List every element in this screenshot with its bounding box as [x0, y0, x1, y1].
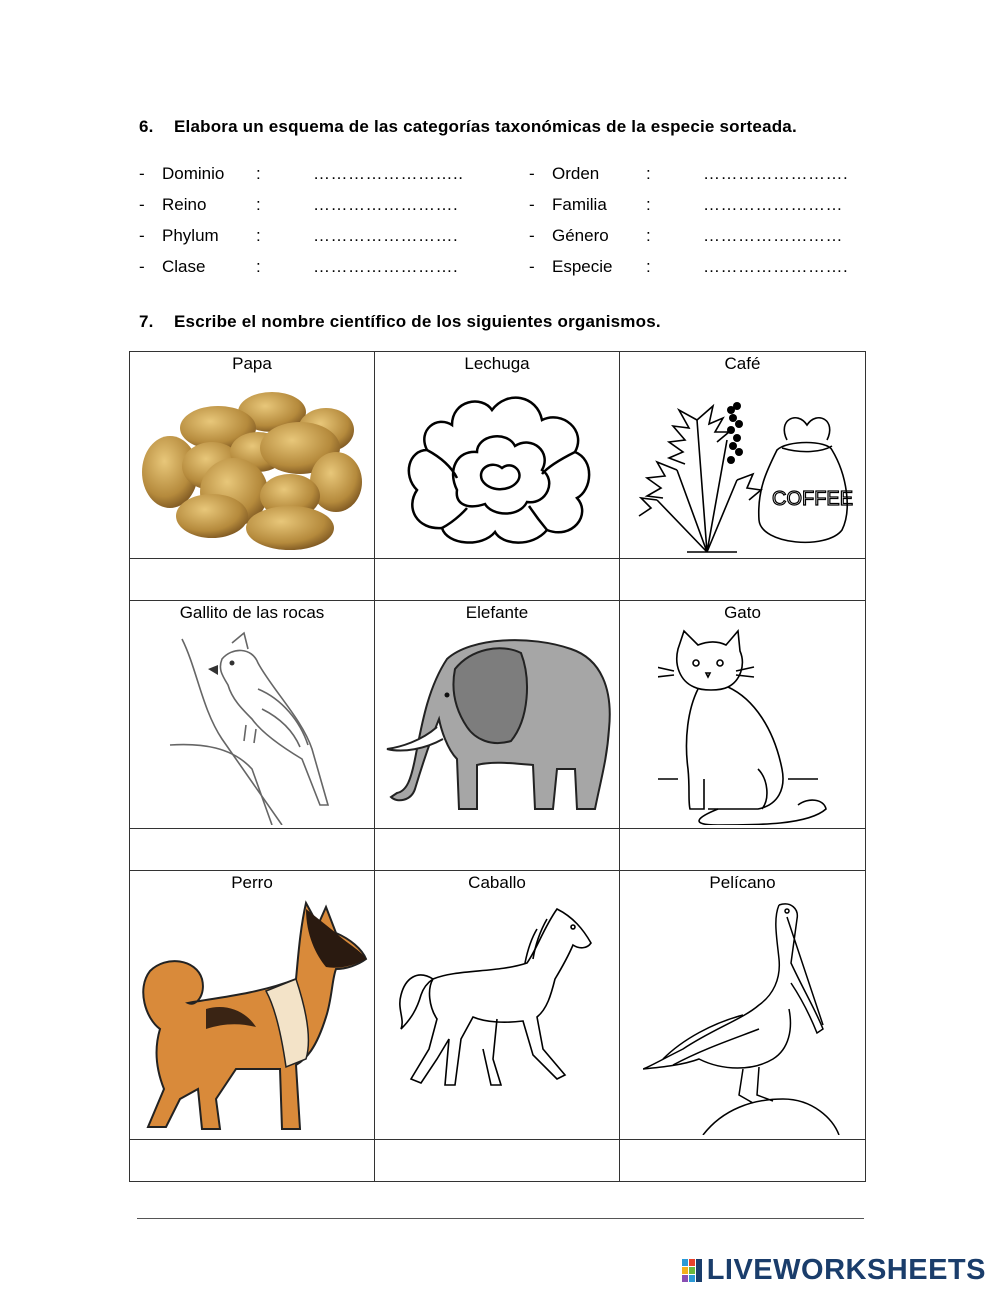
row-blank[interactable]: ……………………: [703, 195, 843, 214]
row-colon: :: [256, 195, 261, 214]
row-label: Reino: [162, 195, 207, 214]
organism-cell-cafe: [620, 352, 866, 559]
answer-cell-gallito[interactable]: [130, 829, 375, 871]
row-label: Clase: [162, 257, 206, 276]
organisms-table: [129, 351, 866, 1182]
answer-input-papa[interactable]: [130, 559, 374, 600]
bird-illustration: [162, 629, 342, 825]
organism-name: Pelícano: [709, 873, 776, 892]
coffee-illustration: [627, 380, 859, 556]
organism-cell-pelicano: [620, 871, 866, 1140]
answer-input-pelicano[interactable]: [620, 1140, 865, 1181]
row-blank[interactable]: …………………….: [703, 164, 849, 183]
row-label: Orden: [552, 164, 600, 183]
answer-cell-lechuga[interactable]: [375, 559, 620, 601]
organism-cell-caballo: [375, 871, 620, 1140]
row-blank[interactable]: …………………….: [313, 226, 459, 245]
organism-cell-papa: [130, 352, 375, 559]
answer-cell-perro[interactable]: [130, 1140, 375, 1182]
question-7-text: Escribe el nombre científico de los siguientes organismos.: [174, 312, 661, 331]
footer-divider: [137, 1218, 864, 1219]
answer-input-gato[interactable]: [620, 829, 865, 870]
organism-name: Lechuga: [464, 354, 530, 373]
row-colon: :: [256, 257, 261, 276]
answer-input-lechuga[interactable]: [375, 559, 619, 600]
row-colon: :: [646, 226, 651, 245]
row-colon: :: [256, 164, 261, 183]
taxonomy-row-familia: [529, 195, 889, 219]
taxonomy-row-genero: [529, 226, 889, 250]
organism-cell-gato: [620, 601, 866, 829]
organism-name: Perro: [231, 873, 273, 892]
taxonomy-row-phylum: [139, 226, 499, 250]
taxonomy-row-reino: [139, 195, 499, 219]
question-6-number: 6.: [139, 117, 154, 136]
lettuce-illustration: [397, 380, 597, 550]
answer-cell-cafe[interactable]: [620, 559, 866, 601]
answer-cell-papa[interactable]: [130, 559, 375, 601]
row-dash: -: [139, 226, 145, 245]
answer-input-cafe[interactable]: [620, 559, 865, 600]
row-label: Phylum: [162, 226, 219, 245]
horse-illustration: [397, 899, 597, 1099]
question-7-title: [139, 312, 661, 332]
row-colon: :: [256, 226, 261, 245]
row-dash: -: [529, 257, 535, 276]
answer-input-perro[interactable]: [130, 1140, 374, 1181]
row-colon: :: [646, 257, 651, 276]
taxonomy-row-dominio: [139, 164, 499, 188]
row-blank[interactable]: …………………….: [313, 195, 459, 214]
answer-input-gallito[interactable]: [130, 829, 374, 870]
organism-cell-elefante: [375, 601, 620, 829]
answer-cell-elefante[interactable]: [375, 829, 620, 871]
row-dash: -: [529, 195, 535, 214]
answer-input-elefante[interactable]: [375, 829, 619, 870]
liveworksheets-icon: [682, 1259, 704, 1283]
row-label: Familia: [552, 195, 607, 214]
row-label: Dominio: [162, 164, 225, 183]
row-dash: -: [529, 164, 535, 183]
organism-name: Gallito de las rocas: [179, 603, 325, 622]
organism-name: Café: [724, 354, 761, 373]
elephant-illustration: [381, 629, 613, 825]
organism-name: Papa: [232, 354, 272, 373]
answer-input-caballo[interactable]: [375, 1140, 619, 1181]
row-colon: :: [646, 164, 651, 183]
organism-cell-perro: [130, 871, 375, 1140]
answer-cell-pelicano[interactable]: [620, 1140, 866, 1182]
organism-name: Caballo: [468, 873, 526, 892]
organism-name: Gato: [724, 603, 761, 622]
row-blank[interactable]: ……………………: [703, 226, 843, 245]
row-dash: -: [139, 195, 145, 214]
question-6-text: Elabora un esquema de las categorías taxonómicas de la especie sorteada.: [174, 117, 797, 136]
liveworksheets-logo: [682, 1254, 986, 1287]
taxonomy-row-orden: [529, 164, 889, 188]
cat-illustration: [658, 629, 828, 825]
potato-illustration: [140, 380, 364, 550]
row-dash: -: [529, 226, 535, 245]
question-6-title: [139, 117, 797, 137]
dog-illustration: [136, 899, 368, 1135]
question-7-number: 7.: [139, 312, 154, 331]
row-colon: :: [646, 195, 651, 214]
row-blank[interactable]: …………………….: [313, 257, 459, 276]
taxonomy-row-especie: [529, 257, 889, 281]
answer-cell-gato[interactable]: [620, 829, 866, 871]
taxonomy-row-clase: [139, 257, 499, 281]
svg-text:COFFEE: COFFEE: [771, 488, 853, 510]
row-dash: -: [139, 164, 145, 183]
row-label: Género: [552, 226, 609, 245]
organism-name: Elefante: [465, 603, 529, 622]
pelican-illustration: [643, 899, 843, 1135]
row-blank[interactable]: …………………….: [703, 257, 849, 276]
answer-cell-caballo[interactable]: [375, 1140, 620, 1182]
row-blank[interactable]: ……………………..: [313, 164, 464, 183]
organism-cell-gallito: [130, 601, 375, 829]
row-dash: -: [139, 257, 145, 276]
organism-cell-lechuga: [375, 352, 620, 559]
row-label: Especie: [552, 257, 613, 276]
liveworksheets-wordmark: LIVEWORKSHEETS: [706, 1254, 986, 1286]
